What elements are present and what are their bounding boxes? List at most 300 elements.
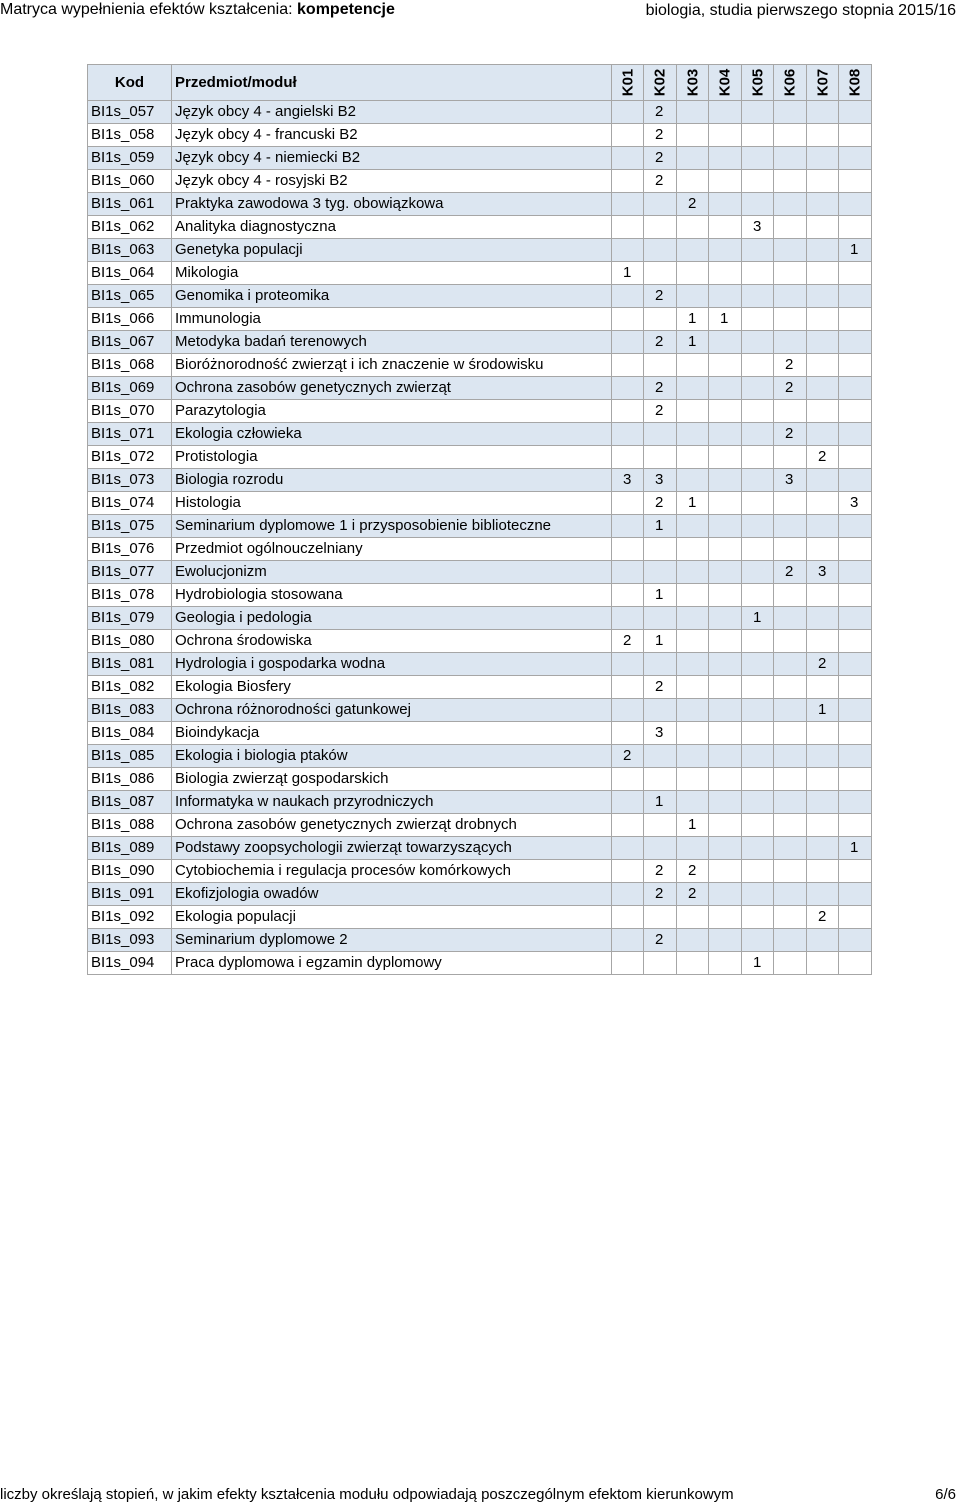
cell-kod: BI1s_077 — [88, 561, 172, 584]
table-row — [88, 584, 872, 607]
cell-k07 — [807, 929, 839, 952]
cell-k06 — [774, 170, 807, 193]
cell-k03: 2 — [677, 860, 709, 883]
cell-subject: Informatyka w naukach przyrodniczych — [172, 791, 612, 814]
cell-k05 — [742, 285, 774, 308]
cell-subject: Język obcy 4 - niemiecki B2 — [172, 147, 612, 170]
cell-k08 — [839, 446, 872, 469]
cell-k08 — [839, 722, 872, 745]
cell-k04 — [709, 170, 742, 193]
cell-k08 — [839, 354, 872, 377]
cell-k05 — [742, 860, 774, 883]
cell-k08 — [839, 906, 872, 929]
table-row — [88, 124, 872, 147]
cell-k02: 2 — [644, 676, 677, 699]
table-row — [88, 745, 872, 768]
cell-k07 — [807, 745, 839, 768]
cell-k06: 3 — [774, 469, 807, 492]
cell-k04 — [709, 837, 742, 860]
cell-k02 — [644, 308, 677, 331]
cell-k05 — [742, 354, 774, 377]
cell-subject: Język obcy 4 - rosyjski B2 — [172, 170, 612, 193]
cell-k01 — [612, 147, 644, 170]
cell-k07 — [807, 377, 839, 400]
table-row — [88, 147, 872, 170]
cell-kod: BI1s_076 — [88, 538, 172, 561]
cell-k01 — [612, 791, 644, 814]
cell-k04 — [709, 354, 742, 377]
cell-k07 — [807, 768, 839, 791]
table-row — [88, 722, 872, 745]
cell-k02: 2 — [644, 492, 677, 515]
table-row — [88, 814, 872, 837]
header-k03 — [677, 65, 709, 101]
cell-k05 — [742, 653, 774, 676]
cell-k06 — [774, 860, 807, 883]
cell-subject: Genomika i proteomika — [172, 285, 612, 308]
cell-subject: Język obcy 4 - francuski B2 — [172, 124, 612, 147]
cell-k01 — [612, 561, 644, 584]
cell-k07 — [807, 469, 839, 492]
cell-subject: Protistologia — [172, 446, 612, 469]
cell-k03: 2 — [677, 193, 709, 216]
cell-subject: Bioindykacja — [172, 722, 612, 745]
cell-k08 — [839, 768, 872, 791]
cell-k06: 2 — [774, 423, 807, 446]
cell-k05 — [742, 768, 774, 791]
cell-k05 — [742, 400, 774, 423]
cell-k08 — [839, 860, 872, 883]
cell-kod: BI1s_067 — [88, 331, 172, 354]
cell-k02: 2 — [644, 124, 677, 147]
cell-k08 — [839, 630, 872, 653]
cell-k03 — [677, 423, 709, 446]
cell-k05 — [742, 469, 774, 492]
cell-k01 — [612, 101, 644, 124]
cell-kod: BI1s_074 — [88, 492, 172, 515]
cell-k05 — [742, 377, 774, 400]
cell-subject: Parazytologia — [172, 400, 612, 423]
cell-kod: BI1s_075 — [88, 515, 172, 538]
header-k07 — [807, 65, 839, 101]
cell-k01: 3 — [612, 469, 644, 492]
table-row — [88, 101, 872, 124]
cell-subject: Ekologia Biosfery — [172, 676, 612, 699]
cell-kod: BI1s_068 — [88, 354, 172, 377]
cell-k07 — [807, 239, 839, 262]
table-row — [88, 400, 872, 423]
cell-k07: 2 — [807, 446, 839, 469]
cell-k02 — [644, 354, 677, 377]
cell-k06: 2 — [774, 354, 807, 377]
cell-subject: Biologia rozrodu — [172, 469, 612, 492]
cell-k08 — [839, 170, 872, 193]
cell-k05 — [742, 423, 774, 446]
cell-subject: Metodyka badań terenowych — [172, 331, 612, 354]
header-k08 — [839, 65, 872, 101]
cell-k04 — [709, 147, 742, 170]
cell-kod: BI1s_078 — [88, 584, 172, 607]
cell-k02: 2 — [644, 883, 677, 906]
cell-subject: Ochrona zasobów genetycznych zwierząt drobnych — [172, 814, 612, 837]
cell-k01 — [612, 906, 644, 929]
cell-k03 — [677, 170, 709, 193]
cell-k06 — [774, 952, 807, 975]
table-row — [88, 653, 872, 676]
cell-k06: 2 — [774, 377, 807, 400]
cell-k05 — [742, 538, 774, 561]
cell-k05 — [742, 699, 774, 722]
cell-k08 — [839, 216, 872, 239]
cell-k06 — [774, 768, 807, 791]
cell-k04 — [709, 101, 742, 124]
cell-k01 — [612, 331, 644, 354]
cell-k02: 2 — [644, 331, 677, 354]
header-k02-label: K02 — [651, 68, 669, 96]
cell-k06 — [774, 331, 807, 354]
cell-k04 — [709, 883, 742, 906]
cell-k01 — [612, 492, 644, 515]
table-row — [88, 607, 872, 630]
cell-kod: BI1s_084 — [88, 722, 172, 745]
cell-k08 — [839, 745, 872, 768]
table-row — [88, 354, 872, 377]
cell-k03 — [677, 837, 709, 860]
cell-k02: 2 — [644, 147, 677, 170]
cell-k03 — [677, 745, 709, 768]
page-header-title — [0, 0, 395, 20]
cell-k03 — [677, 653, 709, 676]
cell-k04 — [709, 239, 742, 262]
cell-k08 — [839, 515, 872, 538]
cell-k01 — [612, 952, 644, 975]
cell-k04 — [709, 653, 742, 676]
cell-k07 — [807, 193, 839, 216]
cell-k08: 1 — [839, 239, 872, 262]
header-k04 — [709, 65, 742, 101]
cell-k05 — [742, 883, 774, 906]
cell-subject: Seminarium dyplomowe 2 — [172, 929, 612, 952]
cell-subject: Ekologia populacji — [172, 906, 612, 929]
cell-k07 — [807, 492, 839, 515]
cell-k01 — [612, 538, 644, 561]
cell-k02 — [644, 446, 677, 469]
header-k06-label: K06 — [781, 68, 799, 96]
cell-k06 — [774, 492, 807, 515]
cell-k05 — [742, 837, 774, 860]
cell-k06 — [774, 607, 807, 630]
table-row — [88, 860, 872, 883]
cell-k04 — [709, 423, 742, 446]
cell-k04 — [709, 377, 742, 400]
cell-k07 — [807, 676, 839, 699]
cell-k02 — [644, 814, 677, 837]
cell-k08: 3 — [839, 492, 872, 515]
cell-k03 — [677, 676, 709, 699]
cell-k04 — [709, 515, 742, 538]
cell-k03: 1 — [677, 492, 709, 515]
cell-k07: 3 — [807, 561, 839, 584]
cell-kod: BI1s_070 — [88, 400, 172, 423]
cell-k08 — [839, 285, 872, 308]
cell-subject: Histologia — [172, 492, 612, 515]
table-body — [88, 101, 872, 975]
cell-k04 — [709, 285, 742, 308]
header-k08-label: K08 — [846, 68, 864, 96]
cell-k06 — [774, 446, 807, 469]
cell-k04 — [709, 676, 742, 699]
cell-k02 — [644, 216, 677, 239]
cell-k08 — [839, 538, 872, 561]
cell-k03 — [677, 262, 709, 285]
cell-k08 — [839, 791, 872, 814]
cell-k06 — [774, 515, 807, 538]
cell-k06 — [774, 929, 807, 952]
cell-k07 — [807, 814, 839, 837]
cell-subject: Ochrona różnorodności gatunkowej — [172, 699, 612, 722]
cell-k01 — [612, 653, 644, 676]
cell-k05 — [742, 929, 774, 952]
cell-k03 — [677, 699, 709, 722]
cell-k02 — [644, 745, 677, 768]
cell-k02: 2 — [644, 860, 677, 883]
cell-k03: 1 — [677, 308, 709, 331]
cell-k04 — [709, 722, 742, 745]
cell-k06 — [774, 676, 807, 699]
cell-k05: 1 — [742, 607, 774, 630]
table-row — [88, 883, 872, 906]
cell-kod: BI1s_060 — [88, 170, 172, 193]
cell-subject: Ekologia człowieka — [172, 423, 612, 446]
cell-k03 — [677, 607, 709, 630]
cell-subject: Przedmiot ogólnouczelniany — [172, 538, 612, 561]
cell-k04 — [709, 699, 742, 722]
cell-k06 — [774, 101, 807, 124]
cell-k02 — [644, 239, 677, 262]
cell-subject: Seminarium dyplomowe 1 i przysposobienie biblioteczne — [172, 515, 612, 538]
cell-k04 — [709, 745, 742, 768]
cell-k02: 3 — [644, 722, 677, 745]
cell-k07 — [807, 216, 839, 239]
cell-k01 — [612, 883, 644, 906]
cell-k03: 1 — [677, 814, 709, 837]
cell-k07 — [807, 630, 839, 653]
table-row — [88, 331, 872, 354]
competency-matrix-table — [87, 64, 872, 975]
cell-k02: 3 — [644, 469, 677, 492]
cell-k03 — [677, 285, 709, 308]
cell-k05 — [742, 446, 774, 469]
cell-k06 — [774, 653, 807, 676]
cell-kod: BI1s_062 — [88, 216, 172, 239]
cell-k04 — [709, 492, 742, 515]
cell-k07 — [807, 722, 839, 745]
cell-kod: BI1s_063 — [88, 239, 172, 262]
cell-k06 — [774, 906, 807, 929]
cell-k06 — [774, 147, 807, 170]
cell-k02: 1 — [644, 515, 677, 538]
cell-k07 — [807, 308, 839, 331]
cell-k03 — [677, 400, 709, 423]
cell-kod: BI1s_073 — [88, 469, 172, 492]
cell-k03 — [677, 216, 709, 239]
cell-k05 — [742, 584, 774, 607]
cell-k03 — [677, 929, 709, 952]
cell-k04 — [709, 584, 742, 607]
cell-k01 — [612, 193, 644, 216]
cell-k05 — [742, 630, 774, 653]
cell-kod: BI1s_082 — [88, 676, 172, 699]
table-row — [88, 216, 872, 239]
table-row — [88, 768, 872, 791]
cell-kod: BI1s_091 — [88, 883, 172, 906]
header-k01-label: K01 — [619, 68, 636, 96]
cell-k02: 2 — [644, 929, 677, 952]
cell-k02: 2 — [644, 101, 677, 124]
cell-k01: 2 — [612, 630, 644, 653]
cell-k08 — [839, 193, 872, 216]
cell-k05 — [742, 308, 774, 331]
cell-k04 — [709, 768, 742, 791]
cell-k04 — [709, 469, 742, 492]
cell-k03 — [677, 722, 709, 745]
cell-k02 — [644, 607, 677, 630]
cell-k05 — [742, 722, 774, 745]
cell-k01 — [612, 239, 644, 262]
cell-k06 — [774, 124, 807, 147]
cell-k05 — [742, 124, 774, 147]
cell-k05 — [742, 745, 774, 768]
table-row — [88, 791, 872, 814]
cell-kod: BI1s_086 — [88, 768, 172, 791]
cell-k07: 1 — [807, 699, 839, 722]
cell-k07: 2 — [807, 906, 839, 929]
cell-subject: Geologia i pedologia — [172, 607, 612, 630]
cell-k03 — [677, 906, 709, 929]
header-kod: Kod — [88, 65, 172, 101]
header-k07-label: K07 — [814, 68, 831, 96]
cell-k06 — [774, 308, 807, 331]
cell-subject: Analityka diagnostyczna — [172, 216, 612, 239]
cell-subject: Biologia zwierząt gospodarskich — [172, 768, 612, 791]
cell-k08: 1 — [839, 837, 872, 860]
cell-k05 — [742, 814, 774, 837]
cell-k06 — [774, 837, 807, 860]
cell-k01 — [612, 308, 644, 331]
cell-k04 — [709, 814, 742, 837]
cell-k06 — [774, 722, 807, 745]
cell-k08 — [839, 400, 872, 423]
cell-k01 — [612, 515, 644, 538]
cell-k01 — [612, 400, 644, 423]
cell-kod: BI1s_058 — [88, 124, 172, 147]
cell-k03 — [677, 538, 709, 561]
cell-k07: 2 — [807, 653, 839, 676]
table-row — [88, 929, 872, 952]
cell-k06 — [774, 285, 807, 308]
cell-k05 — [742, 561, 774, 584]
cell-k02 — [644, 561, 677, 584]
cell-k04 — [709, 929, 742, 952]
cell-k05: 3 — [742, 216, 774, 239]
cell-k06 — [774, 630, 807, 653]
cell-k01 — [612, 768, 644, 791]
cell-kod: BI1s_072 — [88, 446, 172, 469]
cell-k02 — [644, 262, 677, 285]
cell-k03 — [677, 630, 709, 653]
cell-k02 — [644, 699, 677, 722]
cell-k08 — [839, 147, 872, 170]
cell-k07 — [807, 584, 839, 607]
cell-subject: Podstawy zoopsychologii zwierząt towarzyszących — [172, 837, 612, 860]
cell-k08 — [839, 423, 872, 446]
cell-kod: BI1s_089 — [88, 837, 172, 860]
cell-k04 — [709, 331, 742, 354]
cell-kod: BI1s_094 — [88, 952, 172, 975]
table-row — [88, 239, 872, 262]
cell-subject: Hydrologia i gospodarka wodna — [172, 653, 612, 676]
cell-k03 — [677, 469, 709, 492]
cell-k04 — [709, 860, 742, 883]
cell-k01 — [612, 354, 644, 377]
header-title-prefix: Matryca wypełnienia efektów kształcenia: — [0, 1, 298, 18]
cell-k02 — [644, 906, 677, 929]
cell-kod: BI1s_090 — [88, 860, 172, 883]
cell-k08 — [839, 929, 872, 952]
cell-k03: 2 — [677, 883, 709, 906]
cell-k02: 2 — [644, 377, 677, 400]
table-row — [88, 492, 872, 515]
cell-k06 — [774, 699, 807, 722]
cell-k03 — [677, 354, 709, 377]
cell-k02: 2 — [644, 400, 677, 423]
header-k01 — [612, 65, 644, 101]
cell-k05 — [742, 676, 774, 699]
cell-k06 — [774, 584, 807, 607]
cell-k01 — [612, 929, 644, 952]
cell-k04 — [709, 952, 742, 975]
table-row — [88, 538, 872, 561]
cell-subject: Praca dyplomowa i egzamin dyplomowy — [172, 952, 612, 975]
cell-k02: 1 — [644, 630, 677, 653]
header-k06 — [774, 65, 807, 101]
header-k05 — [742, 65, 774, 101]
cell-k08 — [839, 331, 872, 354]
cell-k01 — [612, 699, 644, 722]
cell-k07 — [807, 400, 839, 423]
cell-k04 — [709, 630, 742, 653]
page-number: 6/6 — [935, 1486, 956, 1503]
cell-k02: 1 — [644, 584, 677, 607]
table-row — [88, 676, 872, 699]
cell-k04 — [709, 607, 742, 630]
cell-k01 — [612, 423, 644, 446]
cell-k05 — [742, 101, 774, 124]
cell-k08 — [839, 699, 872, 722]
cell-k03 — [677, 561, 709, 584]
table-header-row — [88, 65, 872, 101]
page-header-program: biologia, studia pierwszego stopnia 2015/16 — [645, 2, 956, 19]
cell-k07 — [807, 262, 839, 285]
cell-k07 — [807, 101, 839, 124]
cell-k03 — [677, 124, 709, 147]
table-row — [88, 377, 872, 400]
cell-kod: BI1s_083 — [88, 699, 172, 722]
cell-k08 — [839, 584, 872, 607]
cell-k05 — [742, 147, 774, 170]
cell-kod: BI1s_065 — [88, 285, 172, 308]
table-row — [88, 515, 872, 538]
